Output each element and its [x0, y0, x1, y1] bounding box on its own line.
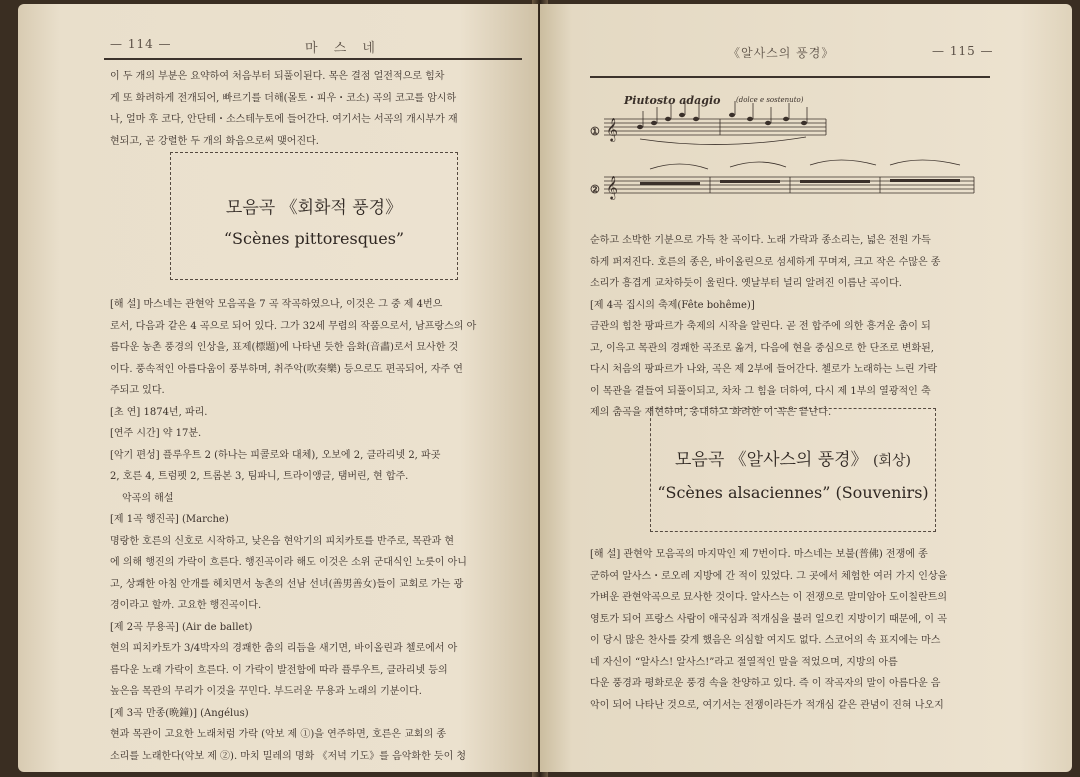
tempo-marking: Piutosto adagio — [624, 94, 721, 107]
text-line: 현되고, 곧 강렬한 두 개의 화음으로써 맺어진다. — [110, 135, 319, 147]
left-page — [18, 4, 538, 772]
text-line: 름다운 노래 가락이 흐른다. 이 가락이 발전함에 따라 플루우트, 클라리넷 등의 — [110, 664, 448, 676]
box-title: 모음곡 《회화적 풍경》 — [225, 198, 403, 218]
text-line: 소리가 흥겹게 교차하듯이 울린다. 옛날부터 널리 알려진 이름난 곡이다. — [590, 278, 902, 289]
text-line: 름다운 농촌 풍경의 인상을, 표제(標題)에 나타낸 듯한 음화(音畵)로서 묘사한 것 — [110, 342, 459, 353]
text-line: 주되고 있다. — [110, 385, 165, 396]
box-title — [651, 445, 935, 470]
analysis-heading: 악곡의 해설 — [122, 492, 174, 504]
text-line: 현의 피치카토가 3/4박자의 경쾌한 춤의 리듬을 새기면, 바이올린과 첼로에서 아 — [110, 643, 458, 654]
left-running-head: 마 스 네 — [305, 41, 381, 56]
right-commentary — [590, 544, 1005, 716]
text-line: 소리를 노래한다(악보 제 ②). 마치 밀레의 명화 《저녁 기도》를 음악화한 듯이 청 — [110, 750, 467, 762]
text-line: 다시 처음의 팡파르가 나와, 곡은 제 2부에 들어간다. 첼로가 노래하는 느린 가락 — [590, 364, 938, 375]
suite-title-box — [170, 152, 458, 280]
box-subtitle: “Scènes alsaciennes” (Souvenirs) — [657, 483, 929, 502]
treble-clef-icon: 𝄞 — [606, 117, 618, 141]
movement-heading: [제 2곡 무용곡] (Air de ballet) — [110, 621, 253, 633]
right-page — [540, 4, 1072, 772]
duration: [연주 시간] 약 17분. — [110, 428, 202, 439]
right-continuation — [590, 230, 1000, 424]
example-1-label: ① — [590, 125, 600, 138]
text-line: [해 설] 마스네는 관현악 모음곡을 7 곡 작곡하였으나, 이것은 그 중 제 4번으 — [110, 299, 443, 310]
text-line: 명랑한 호른의 신호로 시작하고, 낮은음 현악기의 피치카토를 반주로, 목관과 현 — [110, 535, 455, 547]
text-line: 다운 풍경과 평화로운 풍경 속을 찬양하고 있다. 즉 이 작곡자의 말이 아름다운 음 — [590, 678, 941, 689]
text-line: 2, 호른 4, 트럼펫 2, 트롬본 3, 팀파니, 트라이앵글, 탬버린, 현 합주. — [110, 471, 409, 482]
text-line: 군하여 알사스・로오레 지방에 간 적이 있었다. 그 곳에서 체험한 여러 가지 인상을 — [590, 570, 948, 582]
right-header-rule — [590, 76, 990, 78]
text-line: 로서, 다음과 같은 4 곡으로 되어 있다. 그가 32세 무렵의 작품으로서, 남프랑스의 아 — [110, 320, 477, 332]
text-line: 영토가 되어 프랑스 사람이 애국심과 적개심을 불러 일으킨 지방이기 때문에, 이 곡 — [590, 613, 947, 625]
text-line: 이 당시 많은 찬사를 갖게 했음은 의심할 여지도 없다. 스코어의 속 표지에는 마스 — [590, 635, 941, 646]
text-line: 경이라고 할까. 고요한 행진곡이다. — [110, 600, 262, 611]
text-line: 가벼운 관현악곡으로 묘사한 것이다. 알사스는 이 전쟁으로 말미암아 도이칠란트의 — [590, 592, 948, 603]
example-2-label: ② — [590, 183, 600, 196]
text-line: 고, 이윽고 목관의 경쾌한 곡조로 옮겨, 다음에 현을 중심으로 한 단조로 변화된, — [590, 342, 934, 354]
text-line: 에 의해 행진의 가락이 흐른다. 행진곡이라 해도 이것은 소위 군대식인 노릇이 아니 — [110, 557, 467, 568]
box-title-ko: 모음곡 《알사스의 풍경》 — [675, 450, 868, 470]
tempo-note: (dolce e sostenuto) — [736, 96, 804, 104]
text-line: 금관의 힘찬 팡파르가 축제의 시작을 알린다. 곧 전 합주에 의한 흥겨운 춤이 되 — [590, 321, 931, 332]
text-line: 높은음 목관의 무리가 이것을 꾸민다. 부드러운 무용과 노래의 기분이다. — [110, 686, 422, 697]
left-commentary — [110, 294, 530, 767]
text-line: [해 설] 관현악 모음곡의 마지막인 제 7번이다. 마스네는 보불(普佛) 전쟁에 종 — [590, 549, 928, 560]
musical-examples — [590, 89, 980, 209]
left-header-rule — [104, 58, 522, 60]
text-line: 네 자신이 “알사스! 알사스!”라고 절열적인 말을 적었으며, 지방의 아름 — [590, 656, 898, 668]
text-line: 게 또 화려하게 전개되어, 빠르기를 더해(몰토・피우・코소) 곡의 코고를 암시하 — [110, 92, 457, 104]
text-line: 순하고 소박한 기분으로 가득 찬 곡이다. 노래 가락과 종소리는, 넓은 전원 가득 — [590, 235, 931, 246]
text-line: 나, 얼마 후 코다, 안단테・소스테누토에 들어간다. 여기서는 서곡의 개시부가 재 — [110, 114, 458, 125]
treble-clef-icon: 𝄞 — [606, 175, 618, 199]
text-line: 고, 상쾌한 아침 안개를 헤치면서 농촌의 선남 선녀(善男善女)들이 교회로 가는 광 — [110, 578, 464, 590]
text-line: [악기 편성] 플루우트 2 (하나는 피콜로와 대체), 오보에 2, 클라리넷 2, 파곳 — [110, 449, 441, 461]
text-line: 하게 퍼져진다. 호른의 종은, 바이올린으로 섬세하게 꾸며져, 크고 작은 수많은 종 — [590, 256, 941, 268]
movement-heading: [제 1곡 행진곡] (Marche) — [110, 514, 229, 525]
score-staves — [590, 89, 980, 209]
text-line: 이 두 개의 부분은 요약하여 처음부터 되풀이된다. 목은 결점 얼전적으로 힘차 — [110, 71, 445, 82]
text-line: 제의 춤곡을 재현하며, 웅대하고 화려한 이 곡은 끝난다. — [590, 407, 832, 418]
text-line: 이 목관을 곁들여 되풀이되고, 차차 그 힘을 더하여, 다시 제 1부의 열광적인 축 — [590, 385, 931, 397]
left-page-number: — 114 — — [110, 37, 172, 51]
box-title-suffix: (회상) — [873, 453, 911, 469]
text-line: 현과 목관이 고요한 노래처럼 가락 (악보 제 ①)을 연주하면, 호른은 교회의 종 — [110, 729, 447, 740]
right-page-number: — 115 — — [932, 44, 994, 58]
premiere: [초 연] 1874년, 파리. — [110, 406, 208, 418]
suite-title-box — [650, 408, 936, 532]
text-line: 악이 되어 나타난 것으로, 여기서는 전쟁이라든가 적개심 같은 관념이 진혀 나오지 — [590, 699, 944, 711]
text-line: 이다. 풍속적인 아름다움이 풍부하며, 취주악(吹奏樂) 등으로도 편곡되어, 자주 연 — [110, 363, 463, 375]
movement-heading: [제 3곡 만종(晩鐘)] (Angélus) — [110, 707, 249, 719]
movement-heading: [제 4곡 집시의 축제(Fête bohême)] — [590, 299, 755, 311]
right-running-head: 《알사스의 풍경》 — [728, 46, 835, 60]
left-intro — [110, 66, 530, 152]
box-subtitle: “Scènes pittoresques” — [223, 229, 405, 248]
